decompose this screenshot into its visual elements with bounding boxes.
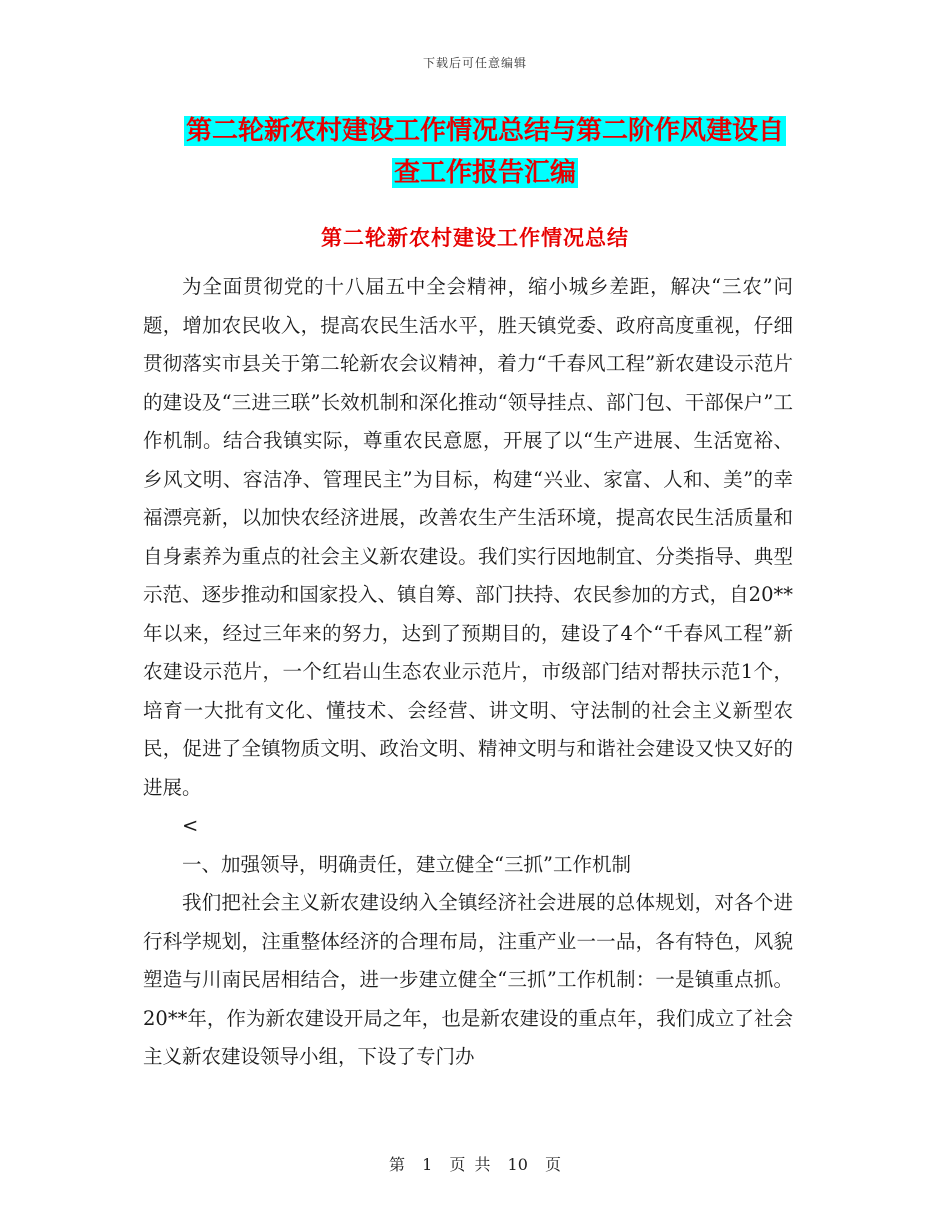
footer-suffix: 页 (545, 1155, 562, 1174)
paragraph-body-1: 我们把社会主义新农建设纳入全镇经济社会进展的总体规划，对各个进行科学规划，注重整体经济的合理布局，注重产业一一品，各有特色，风貌塑造与川南民居相结合，进一步建立健全“三抓”工作机制：一是镇重点抓。20**年，作为新农建设开局之年，也是新农建设的重点年，我们成立了社会主义新农建设领导小组，下设了专门办 (143, 891, 793, 1068)
header-note: 下载后可任意编辑 (422, 56, 527, 70)
footer-total-pages: 10 (507, 1155, 528, 1174)
footer-current-page: 1 (422, 1155, 433, 1174)
body-text (143, 268, 793, 1077)
footer-mid: 页 共 (449, 1155, 491, 1174)
document-title-line2: 查工作报告汇编 (393, 158, 576, 188)
paragraph-heading-1: 一、加强领导，明确责任，建立健全“三抓”工作机制 (182, 852, 631, 876)
page-footer (0, 1152, 950, 1175)
document-title-line1: 第二轮新农村建设工作情况总结与第二阶作风建设自 (185, 116, 784, 146)
footer-prefix: 第 (388, 1155, 405, 1174)
paragraph-mark: < (182, 814, 199, 837)
document-title (145, 110, 825, 194)
paragraph-intro: 为全面贯彻党的十八届五中全会精神，缩小城乡差距，解决“三农”问题，增加农民收入，提高农民生活水平，胜天镇党委、政府高度重视，仔细贯彻落实市县关于第二轮新农会议精神，着力“千春风工程”新农建设示范片的建设及“三进三联”长效机制和深化推动“领导挂点、部门包、干部保户”工作机制。结合我镇实际，尊重农民意愿，开展了以“生产进展、生活宽裕、乡风文明、容洁净、管理民主”为目标，构建“兴业、家富、人和、美”的幸福漂亮新，以加快农经济进展，改善农生产生活环境，提高农民生活质量和自身素养为重点的社会主义新农建设。我们实行因地制宜、分类指导、典型示范、逐步推动和国家投入、镇自筹、部门扶持、农民参加的方式，自20**年以来，经过三年来的努力，达到了预期目的，建设了4个“千春风工程”新农建设示范片，一个红岩山生态农业示范片，市级部门结对帮扶示范1个，培育一大批有文化、懂技术、会经营、讲文明、守法制的社会主义新型农民，促进了全镇物质文明、政治文明、精神文明与和谐社会建设又快又好的进展。 (143, 275, 793, 799)
section-title: 第二轮新农村建设工作情况总结 (321, 225, 629, 250)
